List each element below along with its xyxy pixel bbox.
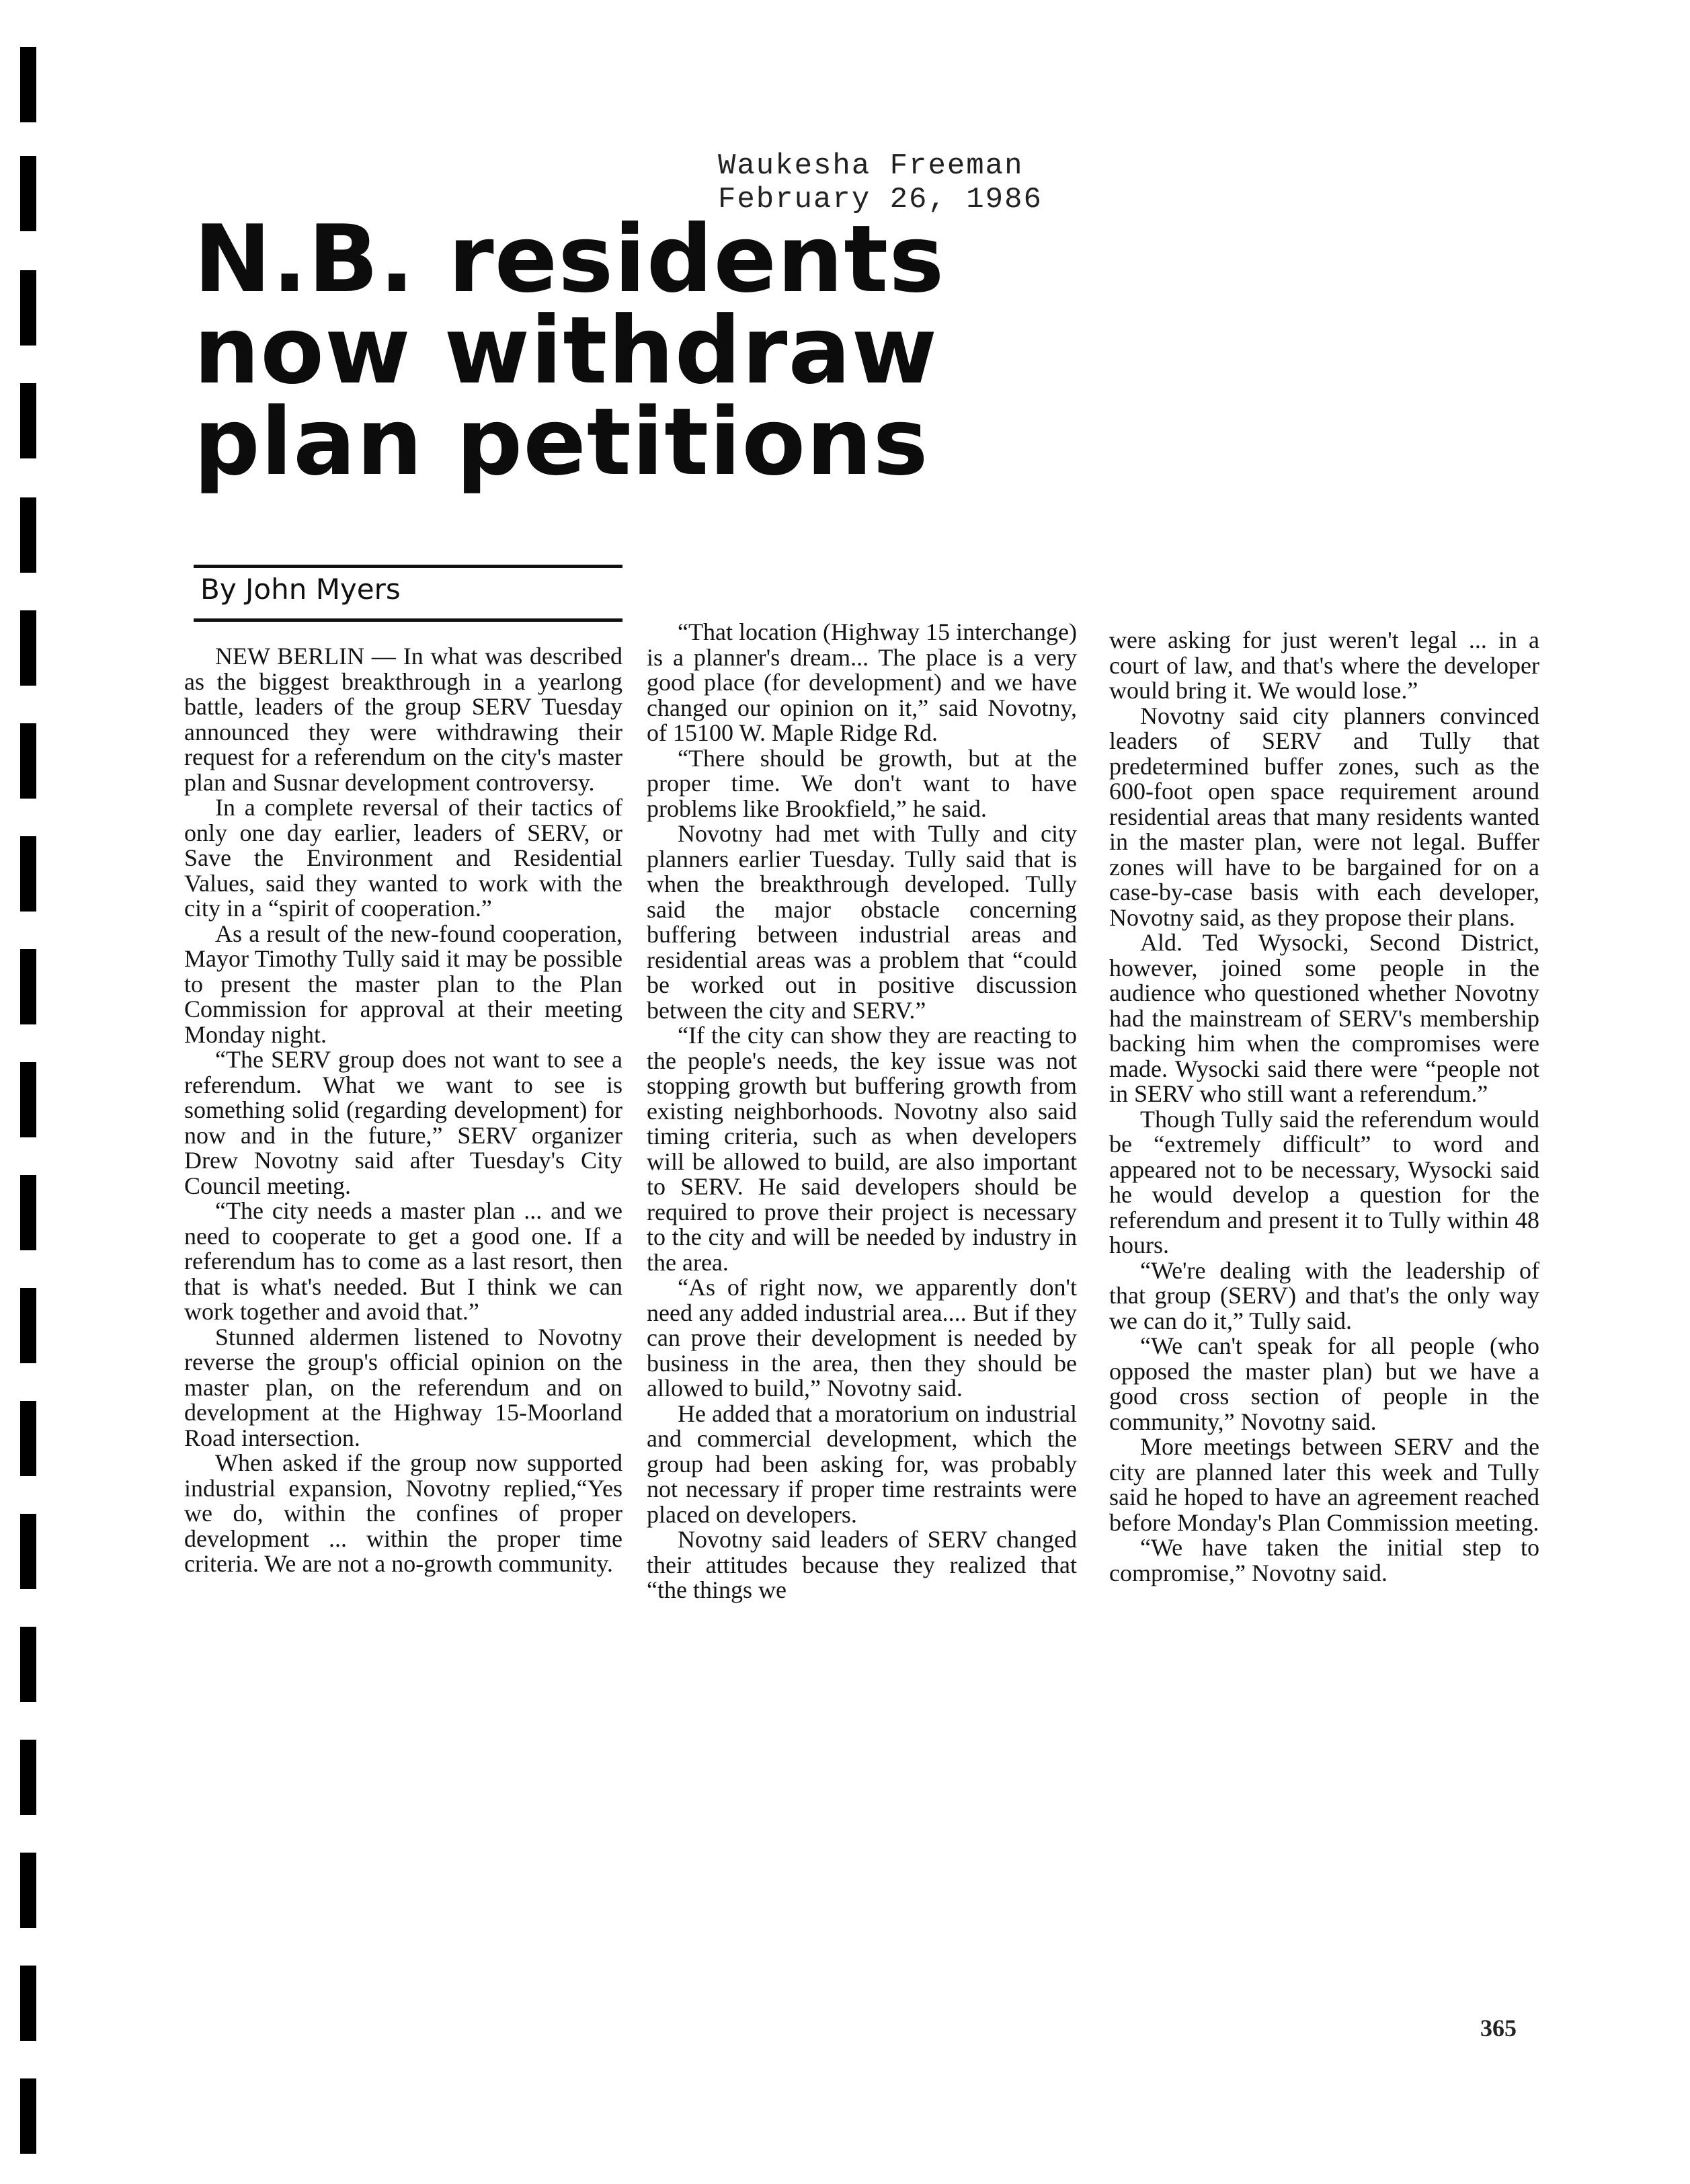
- byline-rule-top: [194, 565, 622, 568]
- paragraph: “We can't speak for all people (who opposed the master plan) but we have a good cross section of people in the community,” Novotny said.: [1109, 1332, 1539, 1435]
- headline-line: now withdraw: [194, 296, 938, 405]
- binding-mark: [20, 156, 36, 231]
- paragraph: “If the city can show they are reacting to the people's needs, the key issue was not stopping growth but buffering growth from existing neighborhoods. Novotny also said timing criteria, such as when developers will be allowed to build, are also important to SERV. He said developers should be required to prove their project is necessary to the city and will be needed by industry in the area.: [647, 1022, 1077, 1276]
- paragraph: Ald. Ted Wysocki, Second District, however, joined some people in the audience who questioned whether Novotny had the mainstream of SERV's membership backing him when the compromises were made. Wysocki said there were “people not in SERV who still want a referendum.”: [1109, 929, 1539, 1107]
- paragraph: In a complete reversal of their tactics of only one day earlier, leaders of SERV, or Save the Environment and Residential Values, said they wanted to work with the city in a “spirit of cooperation.”: [184, 794, 622, 922]
- binding-mark: [20, 836, 36, 912]
- binding-marks: [20, 0, 43, 2184]
- binding-mark: [20, 1740, 36, 1815]
- paragraph: Novotny said city planners convinced leaders of SERV and Tully that predetermined buffer zones, such as the 600-foot open space requirement around residential areas that many residents wanted in the master plan, were not legal. Buffer zones will have to be bargained for on a case-by-case basis with each developer, Novotny said, as they propose their plans.: [1109, 702, 1539, 931]
- paragraph: were asking for just weren't legal ... in a court of law, and that's where the developer would bring it. We would lose.”: [1109, 626, 1539, 704]
- binding-mark: [20, 270, 36, 346]
- paragraph: “The city needs a master plan ... and we need to cooperate to get a good one. If a referendum has to come as a last resort, then that is what's needed. But I think we can work together and avoid that.”: [184, 1197, 622, 1325]
- page-number: 365: [1480, 2015, 1517, 2041]
- paragraph: When asked if the group now supported industrial expansion, Novotny replied,“Yes we do, within the confines of proper development ... within the proper time criteria. We are not a no-growth community.: [184, 1449, 622, 1577]
- binding-mark: [20, 723, 36, 799]
- paragraph: More meetings between SERV and the city are planned later this week and Tully said he hoped to have an agreement reached before Monday's Plan Commission meeting.: [1109, 1433, 1539, 1536]
- paragraph: “The SERV group does not want to see a referendum. What we want to see is something solid (regarding development) for now and in the future,” SERV organizer Drew Novotny said after Tuesday's City Council meeting.: [184, 1046, 622, 1199]
- headline: [194, 205, 987, 496]
- paragraph: “That location (Highway 15 interchange) is a planner's dream... The place is a very good place (for development) and we have changed our opinion on it,” said Novotny, of 15100 W. Maple Ridge Rd.: [647, 618, 1077, 746]
- headline-line: N.B. residents: [194, 205, 945, 313]
- binding-mark: [20, 383, 36, 458]
- binding-mark: [20, 1288, 36, 1363]
- headline-line: plan petitions: [194, 388, 929, 496]
- paragraph: NEW BERLIN — In what was described as the biggest breakthrough in a yearlong battle, leaders of the group SERV Tuesday announced they were withdrawing their request for a referendum on the city's master plan and Susnar development controversy.: [184, 643, 622, 796]
- paragraph: “There should be growth, but at the proper time. We don't want to have problems like Brookfield,” he said.: [647, 744, 1077, 822]
- paragraph: As a result of the new-found cooperation, Mayor Timothy Tully said it may be possible to present the master plan to the Plan Commission for approval at their meeting Monday night.: [184, 920, 622, 1048]
- binding-mark: [20, 1401, 36, 1476]
- paragraph: Novotny had met with Tully and city planners earlier Tuesday. Tully said that is when the breakthrough developed. Tully said the major obstacle concerning buffering between industrial areas and residential areas was a problem that “could be worked out in positive discussion between the city and SERV.”: [647, 820, 1077, 1024]
- binding-mark: [20, 1966, 36, 2041]
- binding-mark: [20, 497, 36, 573]
- publication-name: Waukesha Freeman: [718, 149, 1024, 183]
- binding-mark: [20, 949, 36, 1024]
- publication-date: February 26, 1986: [718, 183, 1043, 216]
- binding-mark: [20, 1514, 36, 1589]
- article-column-3: [1109, 628, 1539, 1586]
- byline: By John Myers: [200, 573, 401, 606]
- paragraph: He added that a moratorium on industrial and commercial development, which the group had been asking for, was probably not necessary if proper time restraints were placed on developers.: [647, 1400, 1077, 1528]
- binding-mark: [20, 2078, 36, 2154]
- paragraph: Though Tully said the referendum would be “extremely difficult” to word and appeared not to be necessary, Wysocki said he would develop a question for the referendum and present it to Tully within 48 hours.: [1109, 1105, 1539, 1258]
- paragraph: “We have taken the initial step to compromise,” Novotny said.: [1109, 1534, 1539, 1586]
- article-column-1: [184, 644, 622, 1577]
- binding-mark: [20, 1062, 36, 1137]
- article-column-2: [647, 620, 1077, 1603]
- byline-rule-bottom: [194, 618, 622, 622]
- paragraph: “We're dealing with the leadership of that group (SERV) and that's the only way we can do it,” Tully said.: [1109, 1256, 1539, 1334]
- binding-mark: [20, 1627, 36, 1702]
- binding-mark: [20, 1175, 36, 1250]
- binding-mark: [20, 47, 36, 122]
- binding-mark: [20, 610, 36, 686]
- paragraph: Novotny said leaders of SERV changed their attitudes because they realized that “the things we: [647, 1526, 1077, 1603]
- paragraph: “As of right now, we apparently don't need any added industrial area.... But if they can prove their development is needed by business in the area, then they should be allowed to build,” Novotny said.: [647, 1274, 1077, 1402]
- paragraph: Stunned aldermen listened to Novotny reverse the group's official opinion on the master plan, on the referendum and on development at the Highway 15-Moorland Road intersection.: [184, 1323, 622, 1451]
- binding-mark: [20, 1853, 36, 1928]
